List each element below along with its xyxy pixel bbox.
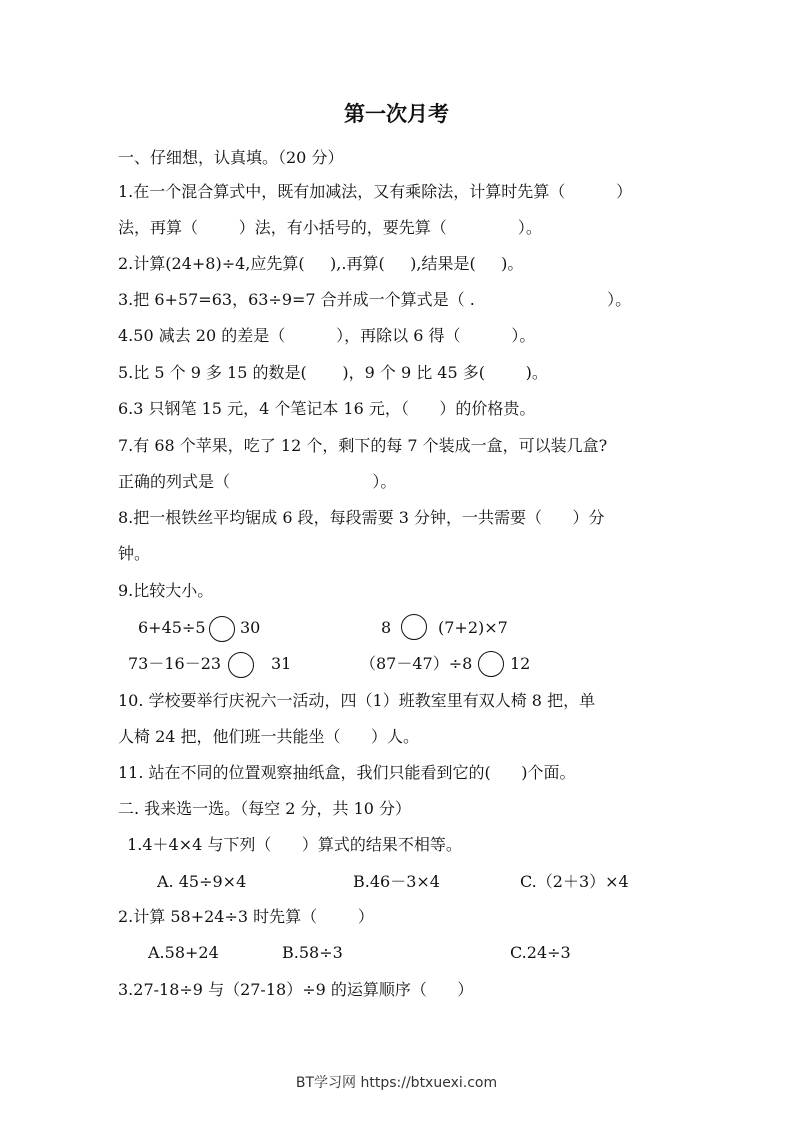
page-title: 第一次月考 bbox=[344, 102, 449, 126]
question-7-line-1: 7.有 68 个苹果，吃了 12 个，剩下的每 7 个装成一盒，可以装几盒? bbox=[118, 436, 608, 455]
section2-question-1: 1.4＋4×4 与下列（ ）算式的结果不相等。 bbox=[122, 835, 462, 854]
question-7-line-2: 正确的列式是（ ）。 bbox=[118, 472, 397, 491]
question-10-line-1: 10. 学校要举行庆祝六一活动，四（1）班教室里有双人椅 8 把，单 bbox=[118, 691, 596, 710]
section1-heading: 一、仔细想，认真填。（20 分） bbox=[118, 148, 344, 167]
section2-q1-option-c: C.（2＋3）×4 bbox=[520, 872, 629, 891]
compare-circle-1[interactable] bbox=[209, 616, 235, 642]
question-3: 3.把 6+57=63，63÷9=7 合并成一个算式是（ . ）。 bbox=[118, 290, 632, 309]
section2-question-3: 3.27-18÷9 与（27-18）÷9 的运算顺序（ ） bbox=[118, 980, 474, 999]
compare-circle-3[interactable] bbox=[228, 652, 254, 678]
section2-q1-option-a: A. 45÷9×4 bbox=[157, 872, 247, 891]
footer-watermark[interactable]: BT学习网 https://btxuexi.com bbox=[295, 1075, 498, 1091]
section2-question-2: 2.计算 58+24÷3 时先算（ ） bbox=[118, 907, 374, 926]
compare-1-left: 6+45÷5 bbox=[138, 618, 206, 637]
question-11: 11. 站在不同的位置观察抽纸盒，我们只能看到它的( )个面。 bbox=[118, 763, 576, 782]
compare-circle-4[interactable] bbox=[478, 651, 504, 677]
section2-heading: 二. 我来选一选。（每空 2 分，共 10 分） bbox=[118, 799, 412, 818]
question-6: 6.3 只钢笔 15 元，4 个笔记本 16 元，（ ）的价格贵。 bbox=[118, 399, 536, 418]
question-8-line-2: 钟。 bbox=[118, 544, 151, 563]
compare-circle-2[interactable] bbox=[401, 614, 427, 640]
compare-2-left: 8 bbox=[381, 618, 392, 637]
question-2: 2.计算(24+8)÷4,应先算( ),.再算( ),结果是( )。 bbox=[118, 254, 524, 273]
question-1-line-2: 法，再算（ ）法，有小括号的，要先算（ ）。 bbox=[118, 218, 542, 237]
section2-q1-option-b: B.46－3×4 bbox=[353, 872, 440, 891]
section2-q2-option-a: A.58+24 bbox=[148, 943, 219, 962]
question-1-line-1: 1.在一个混合算式中，既有加减法，又有乘除法，计算时先算（ ） bbox=[118, 182, 633, 201]
compare-1-right: 30 bbox=[240, 618, 261, 637]
compare-4-left: （87－47）÷8 bbox=[360, 654, 473, 673]
compare-3-left: 73－16－23 bbox=[128, 654, 222, 673]
question-5: 5.比 5 个 9 多 15 的数是( )，9 个 9 比 45 多( )。 bbox=[118, 363, 548, 382]
question-10-line-2: 人椅 24 把，他们班一共能坐（ ）人。 bbox=[118, 727, 420, 746]
section2-q2-option-b: B.58÷3 bbox=[282, 943, 343, 962]
question-9: 9.比较大小。 bbox=[118, 581, 214, 600]
compare-3-right: 31 bbox=[271, 654, 292, 673]
question-8-line-1: 8.把一根铁丝平均锯成 6 段，每段需要 3 分钟，一共需要（ ）分 bbox=[118, 508, 605, 527]
compare-2-right: (7+2)×7 bbox=[438, 618, 508, 637]
question-4: 4.50 减去 20 的差是（ ），再除以 6 得（ ）。 bbox=[118, 326, 536, 345]
section2-q2-option-c: C.24÷3 bbox=[510, 943, 571, 962]
compare-4-right: 12 bbox=[510, 654, 531, 673]
